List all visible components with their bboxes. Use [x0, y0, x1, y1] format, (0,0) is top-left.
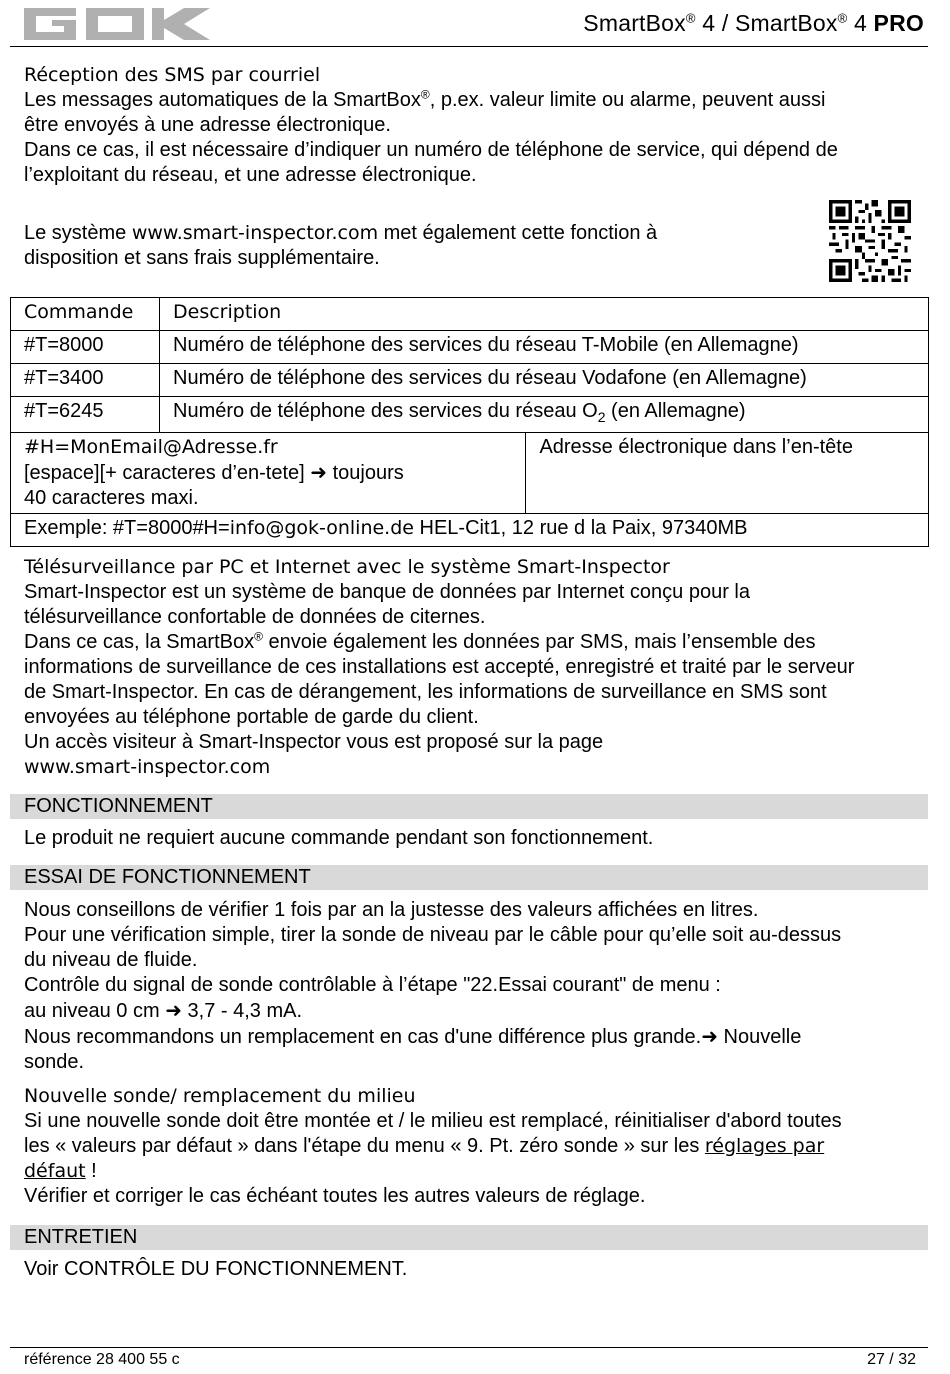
- fonctionnement-text: Le produit ne requiert aucune commande pendant son fonctionnement.: [24, 827, 654, 849]
- command-cell: #T=8000: [11, 331, 160, 364]
- arrow-right-icon: ➜: [165, 998, 182, 1022]
- section-bar-entretien: [10, 1225, 928, 1250]
- column-header: Description: [160, 298, 929, 331]
- page-header: [10, 0, 928, 47]
- description-cell: Numéro de téléphone des services du réseau T-Mobile (en Allemagne): [160, 331, 929, 364]
- page-footer: [10, 1347, 928, 1368]
- telesurveillance-title: Télésurveillance par PC et Internet avec le système Smart-Inspector: [24, 556, 670, 578]
- description-cell: Numéro de téléphone des services du réseau Vodafone (en Allemagne): [160, 364, 929, 397]
- command-cell: #H=MonEmail@Adresse.fr [espace][+ caracteres d’en-tete] ➜ toujours 40 caracteres maxi.: [11, 433, 526, 514]
- reference-number: référence 28 400 55 c: [24, 1351, 180, 1368]
- section-heading: FONCTIONNEMENT: [24, 795, 213, 817]
- command-cell: #T=3400: [11, 364, 160, 397]
- arrow-right-icon: ➜: [701, 1024, 718, 1048]
- section-bar-fonctionnement: [10, 794, 928, 819]
- table-row: [11, 364, 929, 397]
- sms-system-note: Le système www.smart-inspector.com met également cette fonction à disposition et sans frais supplémentaire.: [24, 222, 658, 269]
- nouvelle-sonde-title: Nouvelle sonde/ remplacement du milieu: [24, 1085, 416, 1107]
- command-cell: #T=6245: [11, 397, 160, 433]
- entretien-text: Voir CONTRÔLE DU FONCTIONNEMENT.: [24, 1258, 408, 1280]
- example-cell: Exemple: #T=8000#H=info@gok-online.de HEL-Cit1, 12 rue d la Paix, 97340MB: [11, 514, 929, 547]
- section-bar-essai: [10, 865, 928, 890]
- command-table: [10, 297, 929, 547]
- sms-section-title: Réception des SMS par courriel: [24, 64, 321, 86]
- section-heading: ESSAI DE FONCTIONNEMENT: [24, 866, 311, 888]
- reglages-link[interactable]: réglages par: [704, 1135, 825, 1157]
- essai-text: Nous conseillons de vérifier 1 fois par an la justesse des valeurs affichées en litres. Pour une vérification simple, tirer la sonde de niveau par le câble pour qu’elle soit au-dessus du niveau de fluide. Contrôle du signal de sonde contrôlable à l’étape "22.Essai courant" de menu : au niveau 0 cm ➜ 3,7 - 4,3 mA. Nous recommandons un remplacement en cas d'une différence plus grande.➜ Nouvelle sonde.: [24, 899, 842, 1073]
- column-header: Commande: [11, 298, 160, 331]
- nouvelle-sonde-section: Nouvelle sonde/ remplacement du milieu Si une nouvelle sonde doit être montée et / le milieu est remplacé, réinitialiser d'abord toutes les « valeurs par défaut » dans l'étape du menu « 9. Pt. zéro sonde » sur les réglages par défaut ! Vérifier et corriger le cas échéant toutes les autres valeurs de réglage.: [24, 1084, 924, 1209]
- gok-logo: [24, 8, 210, 40]
- arrow-right-icon: ➜: [310, 460, 328, 484]
- sms-section: [24, 63, 924, 188]
- sms-text: Les messages automatiques de la SmartBox®, p.ex. valeur limite ou alarme, peuvent aussi: [24, 87, 826, 111]
- table-row: [11, 433, 929, 514]
- sms-text: Dans ce cas, il est nécessaire d’indiquer un numéro de téléphone de service, qui dépend de: [24, 139, 838, 161]
- document-title: SmartBox® 4 / SmartBox® 4 PRO: [583, 10, 924, 36]
- smart-inspector-link[interactable]: www.smart-inspector.com: [131, 222, 379, 244]
- table-row: [11, 514, 929, 547]
- sms-text: être envoyés à une adresse électronique.: [24, 114, 391, 136]
- table-header-row: [11, 298, 929, 331]
- description-cell: Adresse électronique dans l’en-tête: [526, 433, 929, 514]
- table-row: [11, 331, 929, 364]
- qr-code-icon: [829, 200, 911, 282]
- description-cell: Numéro de téléphone des services du réseau $O_2$ (en Allemagne): [160, 397, 929, 433]
- smart-inspector-link[interactable]: www.smart-inspector.com: [24, 756, 271, 778]
- page-number: 27 / 32: [867, 1351, 916, 1368]
- defaut-link[interactable]: défaut: [24, 1160, 86, 1182]
- table-row: [11, 397, 929, 433]
- telesurveillance-section: Télésurveillance par PC et Internet avec le système Smart-Inspector Smart-Inspector est un système de banque de données par Internet conçu pour la télésurveillance confortable de données de citernes. Dans ce cas, la SmartBox® envoie également les données par SMS, mais l’ensemble des informations de surveillance de ces installations est accepté, enregistré et traité par le serveur de Smart-Inspector. En cas de dérangement, les informations de surveillance en SMS sont envoyées au téléphone portable de garde du client. Un accès visiteur à Smart-Inspector vous est proposé sur la page www.smart-inspector.com: [24, 555, 924, 780]
- sms-text: l’exploitant du réseau, et une adresse électronique.: [24, 164, 477, 186]
- section-heading: ENTRETIEN: [24, 1226, 138, 1248]
